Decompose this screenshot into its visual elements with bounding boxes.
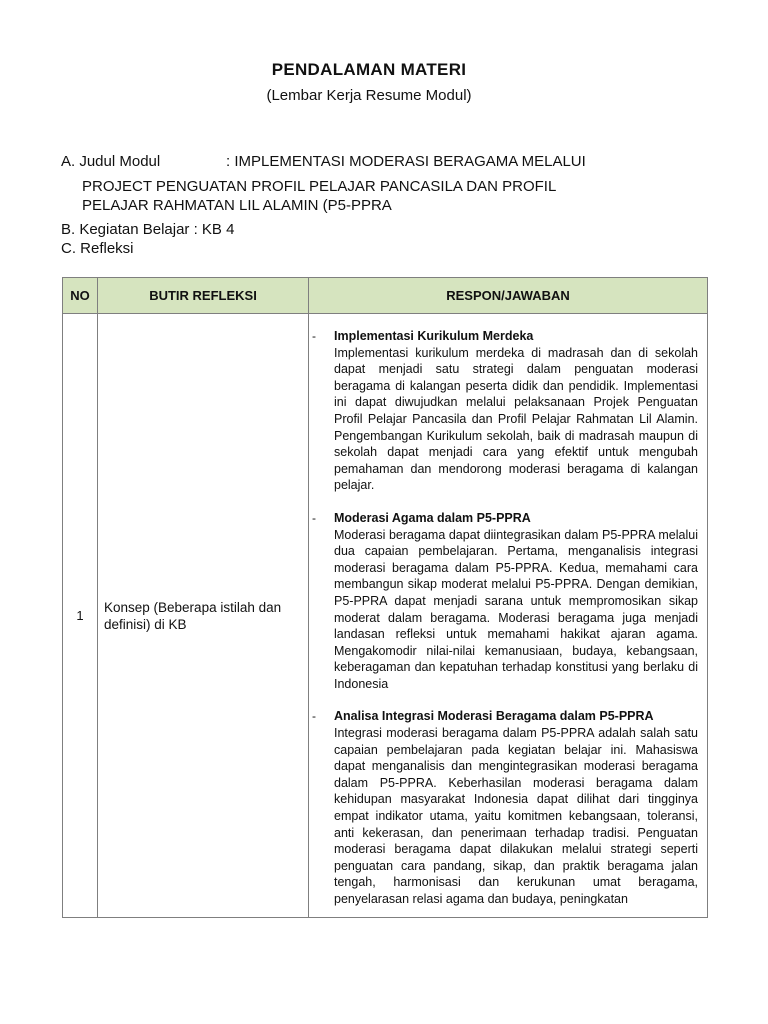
refleksi-label: C. Refleksi [61,240,134,257]
section-heading: Analisa Integrasi Moderasi Beragama dalam P5-PPRA [334,709,654,724]
judul-modul-continuation-2: PELAJAR RAHMATAN LIL ALAMIN (P5-PPRA [82,197,392,214]
judul-modul-label: A. Judul Modul [61,153,161,170]
table-row [63,314,708,918]
header-respon-jawaban: RESPON/JAWABAN [309,278,708,314]
section-text: Integrasi moderasi beragama dalam P5-PPRA adalah salah satu capaian pembelajaran pada kegiatan belajar ini. Mahasiswa dapat menganalisis dan mengintegrasikan moderasi beragama dalam P5-PPRA. Keberhasilan moderasi beragama dalam kehidupan masyarakat Indonesia dapat dilihat dari tingginya empat indikator utama, yaitu komitmen kebangsaan, toleransi, anti kekerasan, dan penerimaan terhadap tradisi. Penguatan moderasi beragama dapat dilakukan melalui strategi seperti penguatan cara pandang, sikap, dan praktik beragama jalan tengah, harmonisasi dan kerukunan umat beragama, penyelarasan relasi agama dan budaya, peningkatan [334,726,698,906]
response-section [312,328,698,494]
section-text: Moderasi beragama dapat diintegrasikan dalam P5-PPRA melalui dua capaian pembelajaran. Pertama, menganalisis integrasi moderasi beragama dalam P5-PPRA. Kedua, memahami cara membangun sikap moderat melalui P5-PPRA. Dengan demikian, P5-PPRA dapat menjadi sarana untuk mempromosikan sikap moderat dalam beragama. Moderasi beragama juga menjadi landasan refleksi untuk memahami hakikat ajaran agama. Mengakomodir nilai-nilai kemanusiaan, budaya, kebangsaan, keberagaman dan kepatuhan terhadap konstitusi yang berlaku di Indonesia [334,527,698,691]
kegiatan-belajar: B. Kegiatan Belajar : KB 4 [61,221,235,238]
section-text: Implementasi kurikulum merdeka di madrasah dan di sekolah dapat menjadi satu strategi dalam penguatan moderasi beragama di kalangan peserta didik dan pendidik. Implementasi ini dapat diwujudkan melalui pelaksanaan Projek Penguatan Profil Pelajar Pancasila dan Profil Pelajar Rahmatan Lil Alamin. Pengembangan Kurikulum sekolah, baik di madrasah maupun di sekolah dapat menjadi cara yang efektif untuk mengubah pemahaman dan mendorong moderasi beragama di kalangan pelajar. [334,345,698,493]
bullet-dash: - [312,510,316,525]
judul-modul-continuation-1: PROJECT PENGUATAN PROFIL PELAJAR PANCASILA DAN PROFIL [82,178,557,195]
respon-cell [309,314,708,918]
judul-modul-value: : IMPLEMENTASI MODERASI BERAGAMA MELALUI [226,153,586,170]
section-heading: Implementasi Kurikulum Merdeka [334,329,534,343]
document-title: PENDALAMAN MATERI [271,60,467,79]
judul-modul-line [61,152,586,171]
response-section [312,510,698,693]
header-no: NO [63,278,98,314]
butir-refleksi-cell: Konsep (Beberapa istilah dan definisi) di KB [98,314,309,918]
bullet-dash: - [312,329,316,343]
bullet-dash: - [312,709,316,724]
section-body [334,328,698,494]
respon-content [312,328,698,917]
reflection-table [62,277,708,918]
table-header-row [63,278,708,314]
document-subtitle: (Lembar Kerja Resume Modul) [266,87,472,104]
section-body [334,510,698,693]
section-body [334,708,698,907]
section-heading: Moderasi Agama dalam P5-PPRA [334,510,531,525]
header-butir-refleksi: BUTIR REFLEKSI [98,278,309,314]
response-section [312,708,698,907]
row-number: 1 [63,314,98,918]
